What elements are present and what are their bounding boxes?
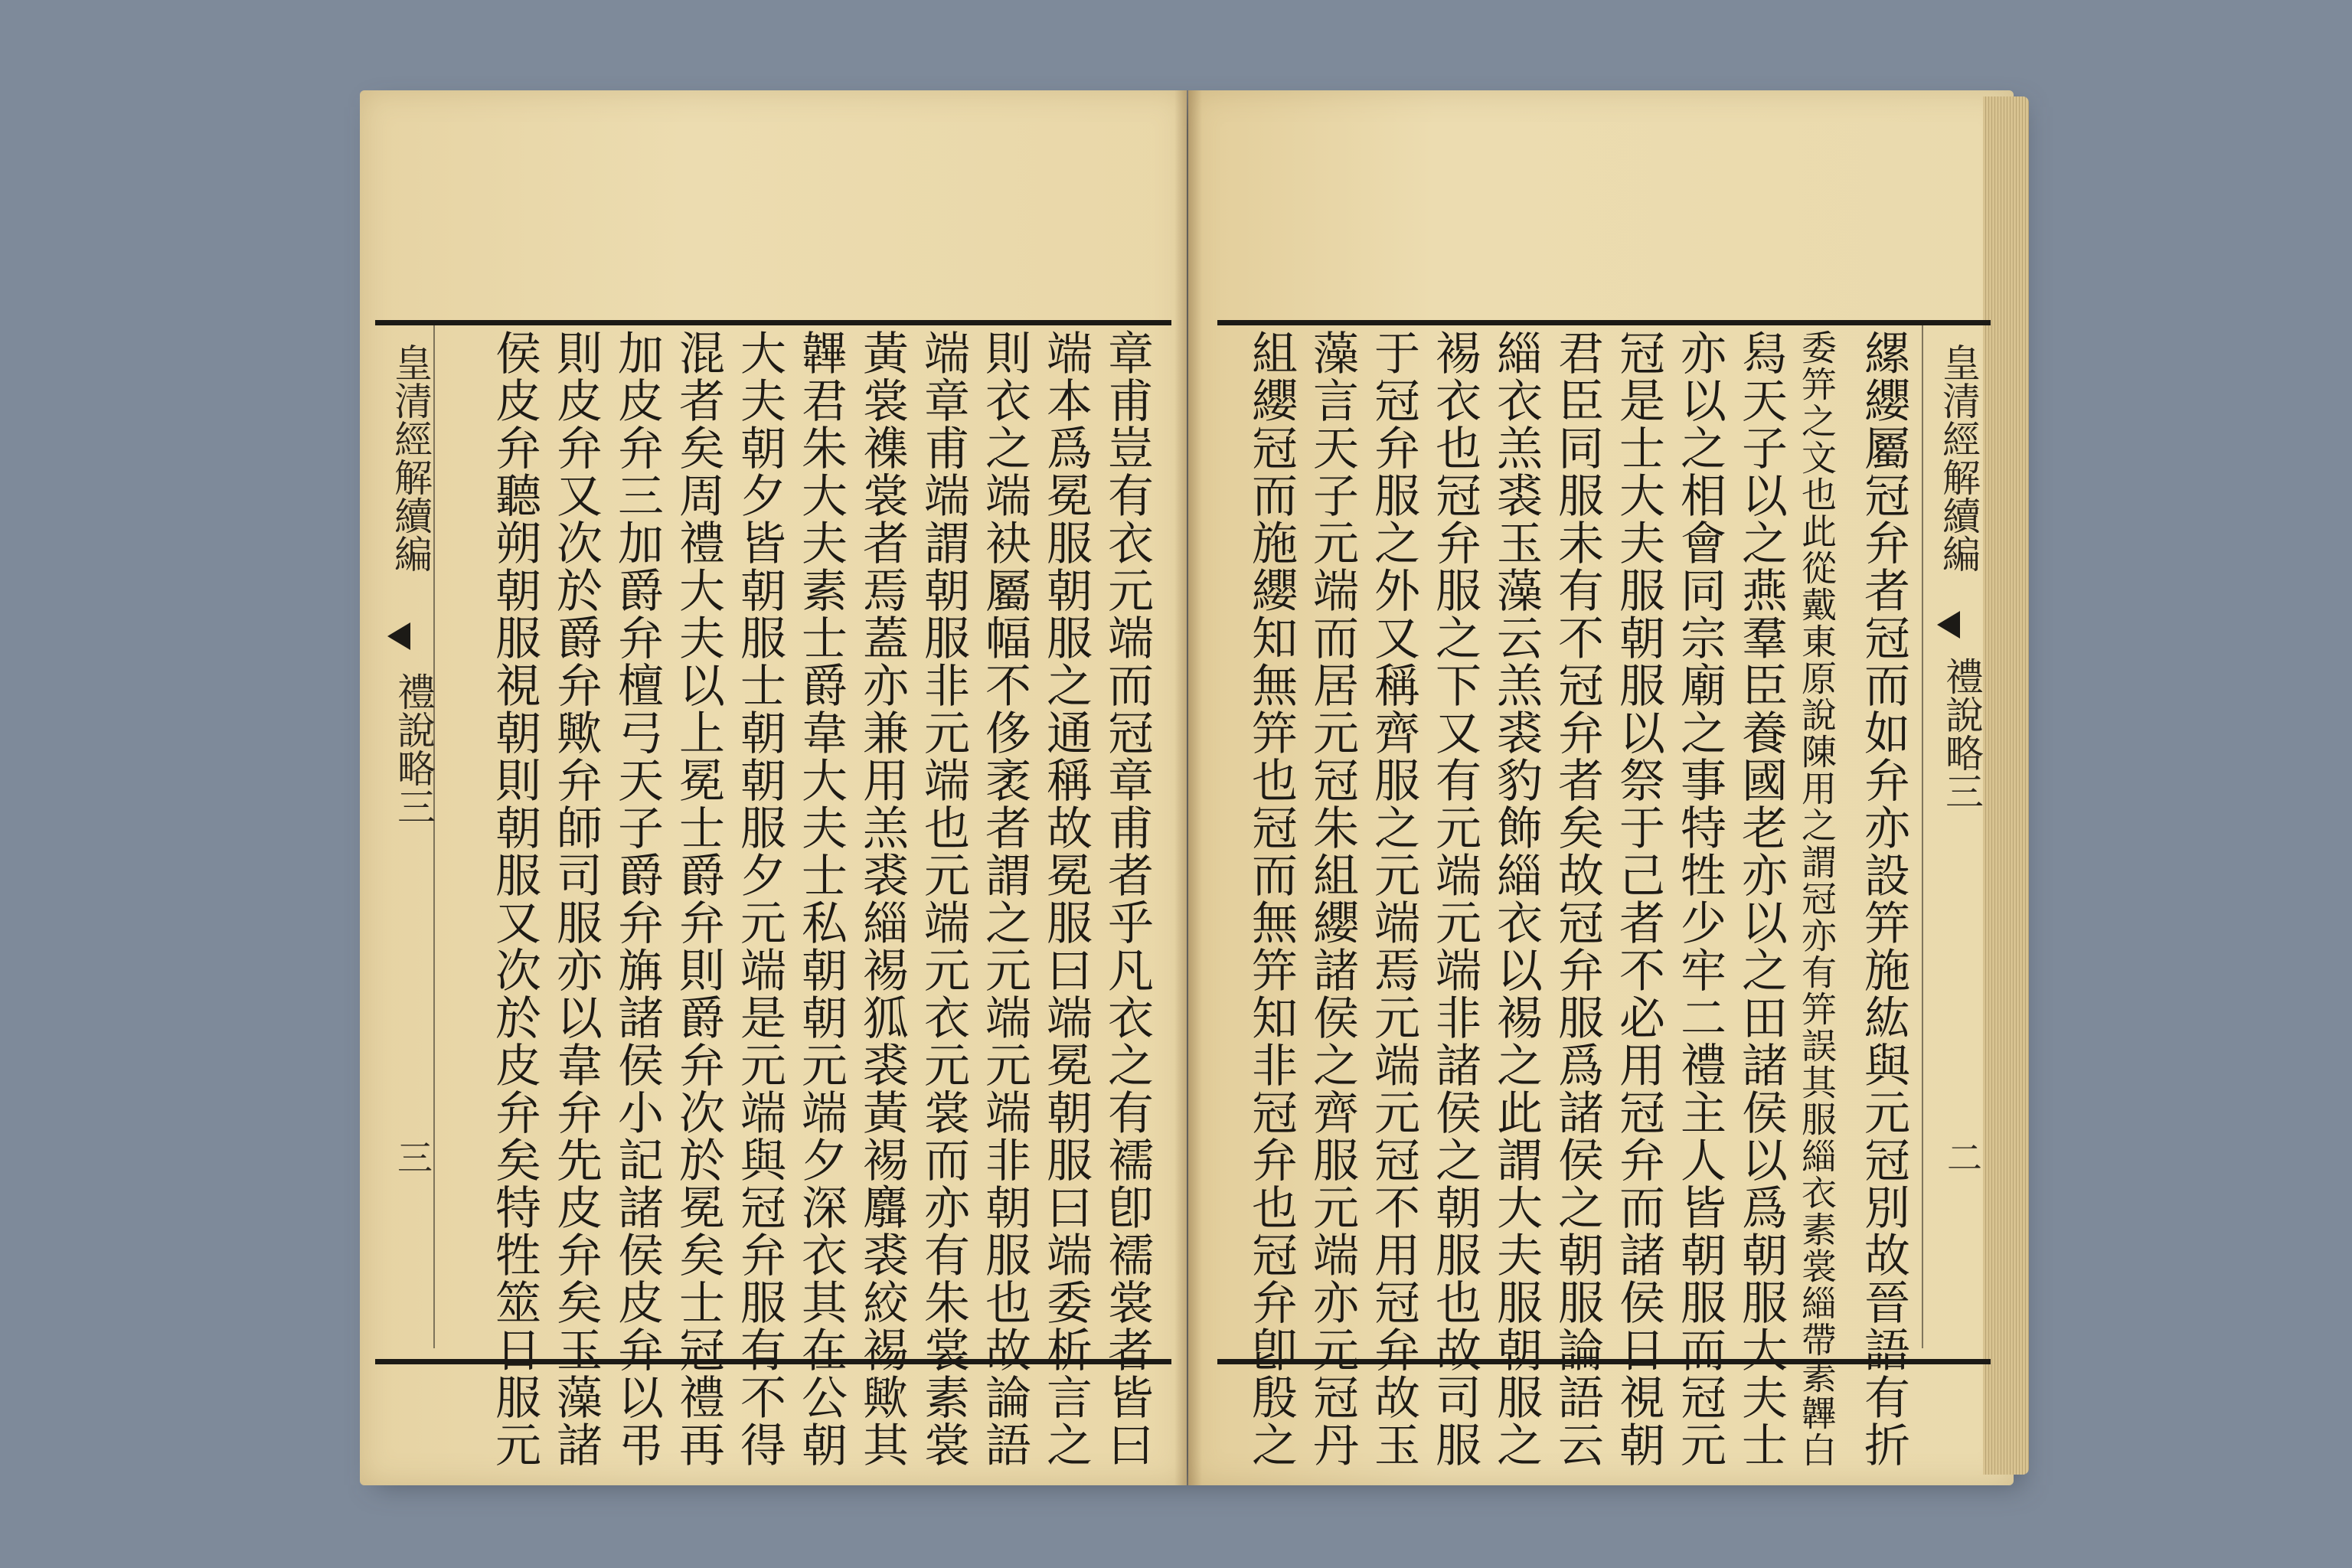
text-column: 亦以之相會同宗廟之事特牲少牢二禮主人皆朝服而冠元 — [1673, 329, 1726, 1468]
text-column: 縲纓屬冠弁者冠而如弁亦設笄施紘與元冠別故晉語有折 — [1857, 329, 1910, 1468]
folio-number: 二 — [1942, 1139, 1983, 1174]
text-column: 章甫豈有衣元端而冠章甫者乎凡衣之有襦卽襦裳者皆曰 — [1100, 329, 1154, 1468]
text-column: 大夫朝夕皆朝服士朝朝服夕元端是元端與冠弁服有不得 — [733, 329, 786, 1468]
fish-tail-mark — [387, 622, 410, 650]
text-column: 藻言天子元端而居元冠朱組纓諸侯之齊服元端亦元冠丹 — [1305, 329, 1359, 1468]
section-title: 禮說略三 — [1939, 657, 1984, 810]
text-column: 則皮弁又次於爵弁歟弁師司服亦以韋弁先皮弁矣玉藻諸 — [549, 329, 603, 1468]
text-column: 委笄之文也此從戴東原說陳用之謂冠亦有笄誤其服緇衣素裳緇帶素韠白 — [1796, 329, 1838, 1468]
text-column: 舄天子以之燕羣臣養國老亦以之田諸侯以爲朝服大夫士 — [1734, 329, 1788, 1468]
text-column: 裼衣也冠弁服之下又有元端元端非諸侯之朝服也故司服 — [1428, 329, 1481, 1468]
section-title: 禮說略三 — [391, 672, 436, 825]
text-column: 君臣同服未有不冠弁者矣故冠弁服爲諸侯之朝服論語云 — [1550, 329, 1604, 1468]
fish-tail-mark — [1937, 611, 1960, 639]
text-column: 加皮弁三加爵弁檀弓天子爵弁㫋諸侯小記諸侯皮弁以弔 — [610, 329, 664, 1468]
text-column: 黃裳襍裳者焉蓋亦兼用羔裘緇裼狐裘黃裼麛裘絞裼歟其 — [855, 329, 909, 1468]
text-column: 組纓冠而施纓知無笄也冠而無笄知非冠弁也冠弁卽殷之 — [1244, 329, 1298, 1468]
text-column: 緇衣羔裘玉藻云羔裘豹飾緇衣以裼之此謂大夫服朝服之 — [1489, 329, 1543, 1468]
open-book — [360, 90, 2014, 1485]
text-column: 韠君朱大夫素士爵韋大夫士私朝朝元端夕深衣其在公朝 — [794, 329, 848, 1468]
folio-number: 三 — [392, 1139, 433, 1174]
text-column: 侯皮弁聽朔朝服視朝則朝服又次於皮弁矣特牲筮日服元 — [488, 329, 541, 1468]
text-column: 端章甫端謂朝服非元端也元端元衣元裳而亦有朱裳素裳 — [916, 329, 970, 1468]
text-column: 于冠弁服之外又稱齊服之元端焉元端元冠不用冠弁故玉 — [1367, 329, 1420, 1468]
book-gutter — [1174, 90, 1202, 1485]
book-title: 皇清經解續編 — [388, 343, 433, 573]
margin-rule — [1922, 325, 1923, 1348]
text-column: 冠是士大夫服朝服以祭于己者不必用冠弁而諸侯日視朝 — [1612, 329, 1665, 1468]
book-title: 皇清經解續編 — [1936, 343, 1981, 573]
text-column: 混者矣周禮大夫以上冕士爵弁則爵弁次於冕矣士冠禮再 — [671, 329, 725, 1468]
text-column: 端本爲冕服朝服之通稱故冕服曰端冕朝服曰端委析言之 — [1039, 329, 1093, 1468]
text-column: 則衣之端袂屬幅不侈袤者謂之元端元端非朝服也故論語 — [978, 329, 1031, 1468]
